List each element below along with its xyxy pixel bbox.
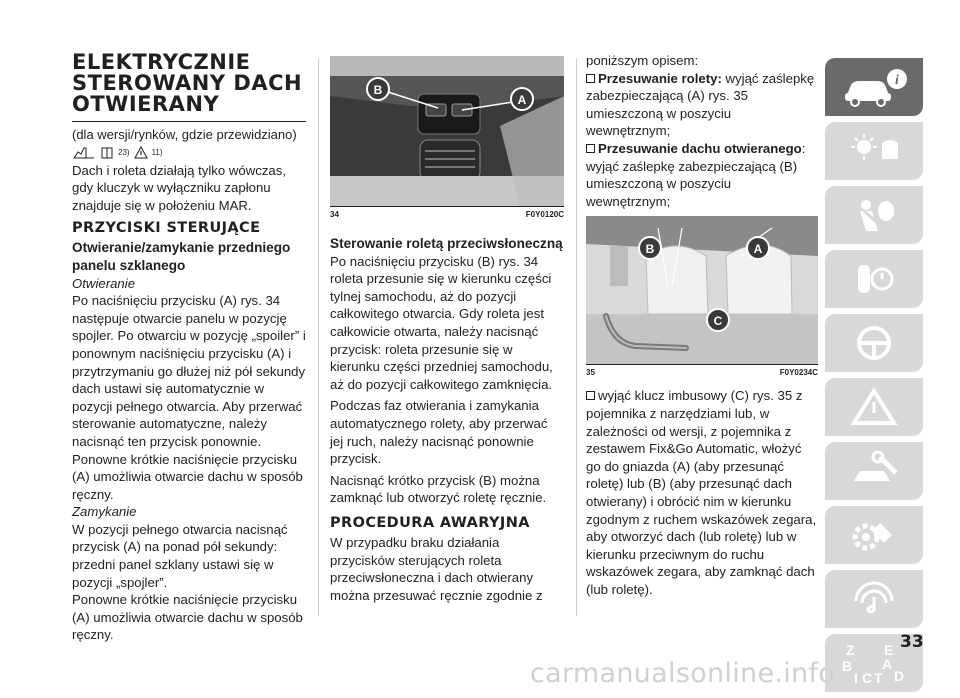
figure-35-code: F0Y0234C: [779, 368, 818, 378]
index-letter: D: [894, 668, 905, 684]
figure-35-number: 35: [586, 368, 595, 378]
subheading-front-panel: Otwieranie/zamykanie przedniego panelu szklanego: [72, 240, 291, 273]
intro-paragraph: Dach i roleta działają tylko wówczas, gdy kluczyk w wyłączniku zapłonu znajduje się w położeniu MAR.: [72, 162, 287, 213]
figure-34-number: 34: [330, 210, 339, 219]
car-info-icon: [839, 67, 909, 107]
bullet-allen-key-text: wyjąć klucz imbusowy (C) rys. 35 z pojemnika z narzędziami lub, w zależności od wersji, z pojemnika z zestawem Fix&Go Automatic, włożyć go do gniazda (A) (aby przesunąć roletę) lub (B) (aby przesunąć dach otwierany) i obrócić nim w kierunku zgodnym z ruchem wskazówek zegara, aby otworzyć dach (lub roletę) lub w kierunku przeciwnym do ruchu wskazówek zegara, aby zamknąć dach (lub roletę).: [586, 388, 817, 597]
title-line-1: ELEKTRYCZNIE: [72, 50, 251, 74]
paragraph-opening: Po naciśnięciu przycisku (A) rys. 34 następuje otwarcie panelu w pozycję spojler. Po otwarciu w pozycję „spoiler” i ponownym naciśnięciu przycisku (A) i przytrzymaniu go dłużej niż pół sekundy dach ustawi się automatycznie w pozycji pełnego otwarcia. Aby przerwać sterowanie automatyczne, należy nacisnąć ten przycisk ponownie. Ponowne krótkie naciśnięcie przycisku (A) umożliwia otwarcie dachu w sposób ręczny.: [72, 293, 306, 502]
multimedia-icon: [844, 579, 904, 619]
paragraph-interrupt: Podczas faz otwierania i zamykania automatycznego rolety, aby przerwać jej ruch, należy nacisnąć ponownie przycisk.: [330, 398, 548, 467]
tab-technical-data[interactable]: [825, 506, 923, 564]
tab-safety[interactable]: [825, 186, 923, 244]
airbag-safety-icon: [844, 195, 904, 235]
figure-34-caption: [330, 209, 564, 221]
column-1: [72, 52, 306, 644]
bullet-sunblind-title: Przesuwanie rolety:: [598, 70, 722, 86]
index-letter: I: [854, 670, 858, 686]
availability-note: (dla wersji/rynków, gdzie przewidziano): [72, 127, 297, 142]
technical-data-icon: [844, 515, 904, 555]
tab-getting-to-know[interactable]: [825, 58, 923, 116]
warning-triangle-icon: [844, 387, 904, 427]
paragraph-emergency: W przypadku braku działania przycisków sterujących roleta przeciwsłoneczna i dach otwierany można przesuwać ręcznie zgodnie z: [330, 534, 543, 603]
wrench-car-icon: [844, 451, 904, 491]
tab-starting[interactable]: [825, 250, 923, 308]
tab-driving[interactable]: [825, 314, 923, 372]
bullet-sunblind-text: wyjąć zaślepkę zabezpieczającą (A) rys. 35 umieszczoną w poszyciu wewnętrznym;: [586, 70, 815, 139]
tab-multimedia[interactable]: [825, 570, 923, 628]
steering-wheel-icon: [844, 323, 904, 363]
title-line-2: STEROWANY DACH: [72, 71, 303, 95]
callout-b-label: B: [645, 242, 655, 257]
bullet-roof: [586, 140, 818, 210]
reference-number-b: 11): [151, 147, 163, 157]
bullet-roof-title: Przesuwanie dachu otwieranego: [598, 140, 802, 156]
allen-key-illustration: [586, 216, 818, 364]
index-letter: T: [874, 670, 883, 686]
tab-emergency[interactable]: [825, 378, 923, 436]
watermark-text: carmanualsonline.info: [530, 658, 836, 689]
reference-icons: [72, 144, 306, 162]
column-3: [586, 52, 818, 598]
bullet-square-icon: [586, 391, 595, 400]
index-letter: B: [842, 658, 853, 674]
bullet-sunblind: [586, 70, 818, 140]
svg-text:i: i: [895, 73, 899, 88]
figure-34-image: [330, 56, 564, 207]
page-title: [72, 52, 306, 122]
reference-number-a: 23): [118, 147, 130, 157]
subheading-sunblind: Sterowanie roletą przeciwsłoneczną: [330, 236, 563, 251]
figure-34-code: F0Y0120C: [525, 210, 564, 219]
bullet-square-icon: [586, 74, 595, 83]
title-line-3: OTWIERANY: [72, 92, 220, 116]
column-divider-1: [318, 58, 319, 616]
index-letter: E: [884, 642, 894, 658]
roof-controls-illustration: [330, 56, 564, 206]
label-closing: Zamykanie: [72, 504, 137, 520]
index-letter: Z: [846, 642, 855, 658]
label-opening: Otwieranie: [72, 275, 136, 291]
column-2: [330, 52, 564, 604]
dashboard-lights-icon: [844, 131, 904, 171]
paragraph-manual-b: Nacisnąć krótko przycisk (B) można zamknąć lub otworzyć roletę ręcznie.: [330, 472, 547, 506]
figure-35-image: [586, 216, 818, 365]
bullet-allen-key: [586, 387, 818, 598]
bullet-square-icon: [586, 144, 595, 153]
bullet-roof-text: : wyjąć zaślepkę zabezpieczającą (B) umieszczoną w poszyciu wewnętrznym;: [586, 140, 806, 209]
index-letter: C: [862, 670, 873, 686]
index-letter: A: [882, 656, 893, 672]
section-heading-controls: PRZYCISKI STERUJĄCE: [72, 220, 261, 237]
paragraph-sunblind: Po naciśnięciu przycisku (B) rys. 34 roleta przesunie się w kierunku części tylnej samochodu, aż do pozycji całkowitego otwarcia. Gdy roleta jest całkowicie otwarta, należy nacisnąć przycisk: roleta przesunie się w kierunku części przedniej samochodu, aż do pozycji całkowitego zamknięcia.: [330, 253, 553, 392]
column-divider-2: [576, 58, 577, 616]
key-ignition-icon: [844, 259, 904, 299]
tab-instruments[interactable]: [825, 122, 923, 180]
warning-hand-icon: [72, 146, 96, 160]
callout-a-label: A: [517, 93, 527, 107]
paragraph-closing: W pozycji pełnego otwarcia nacisnąć przycisk (A) na ponad pół sekundy: przedni panel szklany ustawi się w pozycji „spojler”.: [72, 521, 288, 590]
tab-maintenance[interactable]: [825, 442, 923, 500]
paragraph-manual: Ponowne krótkie naciśnięcie przycisku (A) umożliwia otwarcie dachu w sposób ręczny.: [72, 592, 303, 643]
page-number: 33: [900, 632, 924, 652]
callout-c-label: C: [713, 314, 723, 329]
section-heading-emergency: PROCEDURA AWARYJNA: [330, 514, 530, 531]
figure-35-caption: [586, 367, 818, 379]
caution-icon: [134, 146, 148, 160]
callout-a-label: A: [753, 242, 763, 257]
paragraph-continued: poniższym opisem:: [586, 53, 699, 68]
book-icon: [100, 146, 114, 160]
chapter-sidebar: [825, 58, 923, 698]
callout-b-label: B: [373, 83, 383, 97]
